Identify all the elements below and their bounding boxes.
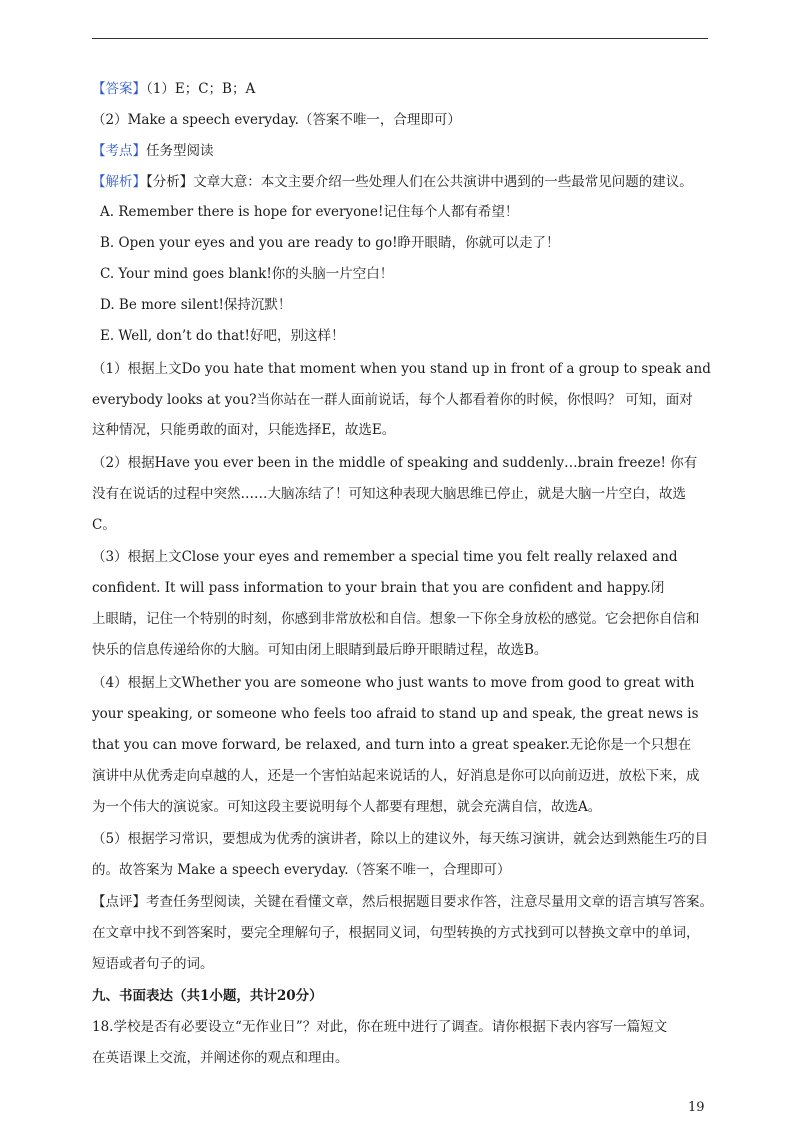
q3-line-1: （3）根据上文Close your eyes and remember a special time you felt really relaxed and: [92, 549, 678, 565]
q1-line-1: （1）根据上文Do you hate that moment when you stand up in front of a group to speak and: [92, 361, 711, 377]
kaodian-text: 任务型阅读: [146, 143, 214, 159]
q4-line-5: 为一个伟大的演说家。可知这段主要说明每个人都要有理想，就会充满自信，故选A。: [92, 799, 602, 815]
q1-line-2: everybody looks at you?当你站在一群人面前说话，每个人都看着你的时候，你恨吗？ 可知，面对: [92, 392, 693, 408]
option-c: C. Your mind goes blank!你的头脑一片空白！: [100, 266, 394, 282]
q18-line-2: 在英语课上交流，并阐述你的观点和理由。: [92, 1050, 349, 1066]
section-title: 九、书面表达（共1小题，共计20分）: [92, 988, 323, 1004]
analysis-label: 【解析】: [92, 174, 146, 190]
option-e: E. Well, don’t do that!好吧，别这样！: [100, 328, 345, 344]
answer-line-2: （2）Make a speech everyday.（答案不唯一，合理即可）: [92, 112, 461, 128]
q1-line-3: 这种情况，只能勇敢的面对，只能选择E，故选E。: [92, 422, 396, 438]
q18-line-1: 18.学校是否有必要设立“无作业日”？对此，你在班中进行了调查。请你根据下表内容写一篇短文: [92, 1019, 668, 1035]
answer-label: 【答案】: [92, 81, 146, 97]
q4-line-3: that you can move forward, be relaxed, and turn into a great speaker.无论你是一个只想在: [92, 737, 692, 753]
q2-line-3: C。: [92, 517, 116, 533]
q3-line-2: confident. It will pass information to your brain that you are confident and happy.闭: [92, 580, 665, 596]
dianping-line-3: 短语或者句子的词。: [92, 956, 214, 972]
analysis-intro-line: [92, 173, 712, 191]
q4-line-1: （4）根据上文Whether you are someone who just wants to move from good to great with: [92, 675, 695, 691]
dianping-line-1: 【点评】考查任务型阅读，关键在看懂文章，然后根据题目要求作答，注意尽量用文章的语言填写答案。: [92, 894, 713, 910]
analysis-intro: 【分析】文章大意：本文主要介绍一些处理人们在公共演讲中遇到的一些最常见问题的建议。: [146, 174, 693, 190]
kaodian-line: [92, 142, 712, 160]
q4-line-2: your speaking, or someone who feels too afraid to stand up and speak, the great news is: [92, 706, 699, 722]
option-d: D. Be more silent!保持沉默！: [100, 297, 292, 313]
q2-line-2: 没有在说话的过程中突然……大脑冻结了！可知这种表现大脑思维已停止，就是大脑一片空白，故选: [92, 486, 686, 502]
kaodian-label: 【考点】: [92, 143, 146, 159]
q3-line-3: 上眼睛，记住一个特别的时刻，你感到非常放松和自信。想象一下你全身放松的感觉。它会把你自信和: [92, 611, 700, 627]
option-a: A. Remember there is hope for everyone!记住每个人都有希望！: [100, 204, 519, 220]
q2-line-1: （2）根据Have you ever been in the middle of speaking and suddenly…brain freeze! 你有: [92, 455, 698, 471]
q4-line-4: 演讲中从优秀走向卓越的人，还是一个害怕站起来说话的人，好消息是你可以向前迈进，放松下来，成: [92, 768, 700, 784]
q5-line-2: 的。故答案为 Make a speech everyday.（答案不唯一，合理即可）: [92, 862, 511, 878]
page-number: 19: [688, 1100, 705, 1115]
answer-text-1: （1）E；C；B；A: [146, 81, 256, 97]
q5-line-1: （5）根据学习常识，要想成为优秀的演讲者，除以上的建议外，每天练习演讲，就会达到熟能生巧的目: [92, 831, 709, 847]
dianping-line-2: 在文章中找不到答案时，要完全理解句子，根据同义词，句型转换的方式找到可以替换文章中的单词，: [92, 925, 700, 941]
header-rule: [92, 38, 708, 39]
answer-line-1: [92, 80, 712, 98]
q3-line-4: 快乐的信息传递给你的大脑。可知由闭上眼睛到最后睁开眼睛过程，故选B。: [92, 642, 548, 658]
option-b: B. Open your eyes and you are ready to go!睁开眼睛，你就可以走了！: [100, 235, 560, 251]
